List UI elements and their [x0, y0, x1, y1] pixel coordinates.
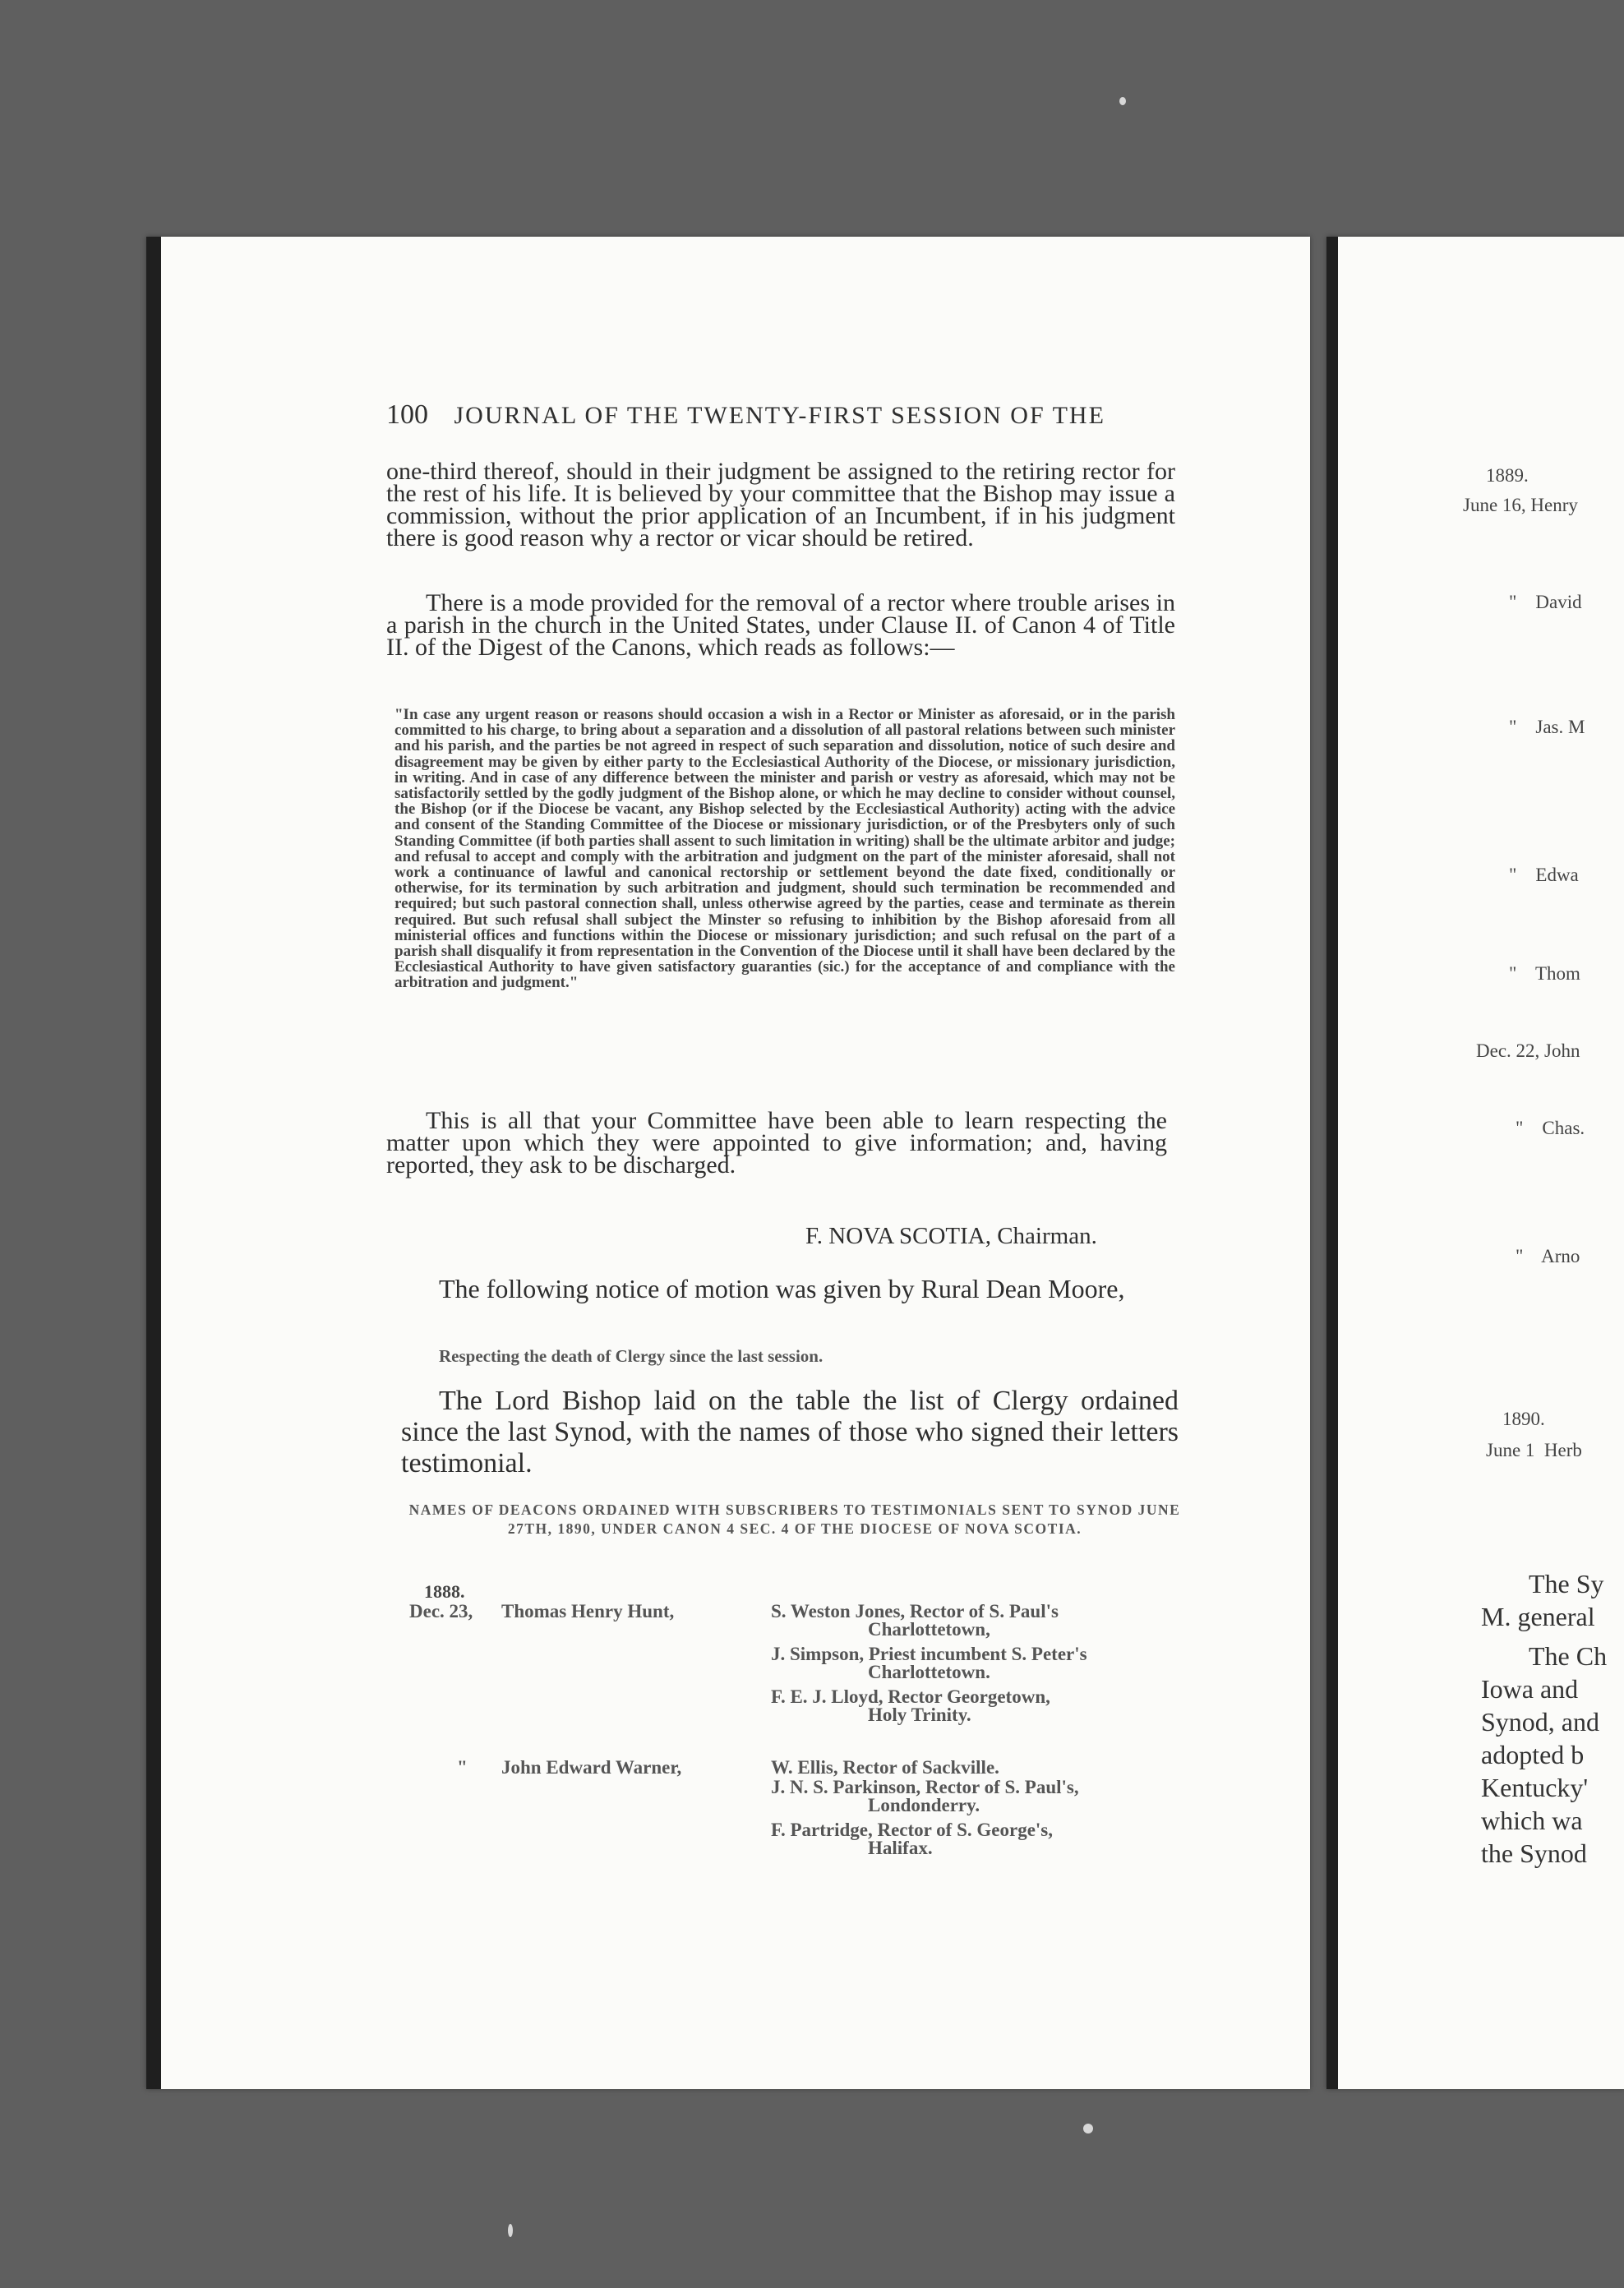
motion-subject: Respecting the death of Clergy since the last session. — [439, 1346, 824, 1366]
subscriber-line-cont: Halifax. — [868, 1838, 933, 1858]
paragraph-retiring-rector: one-third thereof, should in their judgment be assigned to the retiring rector for the rest of his life. It is believed by your committee that the Bishop may issue a commission, without the prior application of an Incumbent, if in his judgment there is good reason why a rector or vicar should be retired. — [386, 458, 1175, 551]
subscriber — [771, 1821, 1190, 1857]
ordinand-name: John Edward Warner, — [501, 1757, 682, 1778]
subscriber-line: F. E. J. Lloyd, Rector Georgetown, — [771, 1686, 1050, 1707]
subscriber-line: W. Ellis, Rector of Sackville. — [771, 1757, 999, 1778]
right-text-line: Kentucky' — [1481, 1773, 1589, 1802]
right-year-1889: 1889. — [1486, 465, 1529, 486]
subscriber-line: J. Simpson, Priest incumbent S. Peter's — [771, 1644, 1087, 1664]
quoted-canon: "In case any urgent reason or reasons should occasion a wish in a Rector or Minister as aforesaid, or in the parish committed to his charge, to bring about a separation and a dissolution of all pastoral relations between such minister and his parish, and the parties be not agreed in respect of such separation and dissolution, notice of such desire and disagreement may be given by either party to the Ecclesiastical Authority of the Diocese, or missionary jurisdiction, in writing. And in case of any difference between the minister and parish or vestry as aforesaid, which may not be satisfactorily settled by the godly judgment of the Bishop alone, or which he may decline to consider without counsel, the Bishop (or if the Diocese be vacant, any Bishop selected by the Ecclesiastical Authority) acting with the advice and consent of the Standing Committee of the Diocese or missionary jurisdiction, or of the Presbyters only of such Standing Committee (if both parties shall assent to such limitation in writing) shall be the ultimate arbitor and judge; and refusal to accept and comply with the arbitration and judgment on the part of the minister aforesaid, shall not work a continuance of lawful and canonical rectorship or settlement beyond the date fixed, conditionally or otherwise, for its termination by such arbitration and judgment, should such termination be recommended and required; but such pastoral connection shall, unless otherwise agreed by the parties, cease and terminate as therein required. But such refusal shall subject the Minster so refusing to inhibition by the Bishop aforesaid from all ministerial offices and functions within the Diocese or missionary jurisdiction; and such refusal on the part of a parish shall disqualify it from representation in the Convention of the Diocese until it shall have been declared by the Ecclesiastical Authority to have given satisfactory guaranties (sic.) for the acceptance of and compliance with the arbitration and judgment." — [394, 706, 1175, 992]
page-number: 100 — [386, 399, 428, 430]
subscriber-list — [771, 1603, 1190, 1724]
right-entry: " Edwa — [1509, 865, 1579, 885]
subscriber-line-cont: Londonderry. — [868, 1795, 980, 1815]
notice-of-motion: The following notice of motion was given by Rural Dean Moore, — [439, 1274, 1125, 1303]
signature-chairman: F. NOVA SCOTIA, Chairman. — [805, 1223, 1097, 1249]
right-entry: " Thom — [1509, 963, 1580, 984]
paragraph-removal-mode: There is a mode provided for the removal of a rector where trouble arises in a parish in the church in the United States, under Clause II. of Canon 4 of Title II. of the Digest of the Canons, which reads as follows:— — [386, 589, 1175, 661]
scan-speck — [508, 2224, 513, 2237]
scan-speck — [1083, 2124, 1093, 2133]
right-year-1890: 1890. — [1502, 1409, 1545, 1429]
right-text-line: M. general — [1481, 1602, 1595, 1631]
subscriber — [771, 1759, 1190, 1777]
right-text-line: which wa — [1481, 1806, 1583, 1835]
right-text-line: Synod, and — [1481, 1707, 1599, 1737]
right-text-line: the Synod — [1481, 1838, 1587, 1868]
ordinand-name: Thomas Henry Hunt, — [501, 1601, 675, 1621]
right-text-line: adopted b — [1481, 1740, 1585, 1769]
list-year: 1888. — [424, 1581, 465, 1602]
subscriber-line: F. Partridge, Rector of S. George's, — [771, 1820, 1053, 1840]
ordination-date-ditto: " — [457, 1757, 468, 1778]
right-entry: " David — [1509, 592, 1582, 612]
right-text-line: The Ch — [1529, 1641, 1608, 1671]
bishop-paragraph: The Lord Bishop laid on the table the list of Clergy ordained since the last Synod, with the names of those who signed their letters testimonial. — [401, 1386, 1179, 1478]
right-entry: " Jas. M — [1509, 717, 1585, 737]
subscriber-line-cont: Charlottetown. — [868, 1662, 990, 1682]
deacons-list-caption: NAMES OF DEACONS ORDAINED WITH SUBSCRIBERS TO TESTIMONIALS SENT TO SYNOD JUNE 27TH, 1890, UNDER CANON 4 SEC. 4 OF THE DIOCESE OF NOVA SCOTIA. — [408, 1502, 1181, 1537]
running-head-title: JOURNAL OF THE TWENTY-FIRST SESSION OF THE — [454, 402, 1105, 429]
subscriber-list — [771, 1759, 1190, 1857]
right-entry: " Chas. — [1516, 1118, 1585, 1138]
right-entry: June 16, Henry — [1463, 495, 1578, 515]
paragraph-committee-discharge: This is all that your Committee have been able to learn respecting the matter upon which they were appointed to give information; and, having reported, they ask to be discharged. — [386, 1107, 1167, 1179]
subscriber — [771, 1688, 1190, 1724]
running-head — [386, 399, 1105, 431]
subscriber-line: S. Weston Jones, Rector of S. Paul's — [771, 1601, 1059, 1621]
ordination-date: Dec. 23, — [409, 1601, 473, 1621]
right-entry: " Arno — [1516, 1246, 1580, 1266]
subscriber-line-cont: Holy Trinity. — [868, 1704, 971, 1725]
subscriber — [771, 1603, 1190, 1639]
scan-speck — [1119, 97, 1126, 105]
right-entry: June 1 Herb — [1486, 1440, 1582, 1460]
subscriber-line-cont: Charlottetown, — [868, 1619, 990, 1640]
right-text-line: Iowa and — [1481, 1674, 1579, 1704]
right-entry: Dec. 22, John — [1476, 1040, 1580, 1061]
subscriber — [771, 1645, 1190, 1681]
right-text-line: The Sy — [1529, 1569, 1604, 1598]
subscriber-line: J. N. S. Parkinson, Rector of S. Paul's, — [771, 1777, 1079, 1797]
subscriber — [771, 1778, 1190, 1815]
